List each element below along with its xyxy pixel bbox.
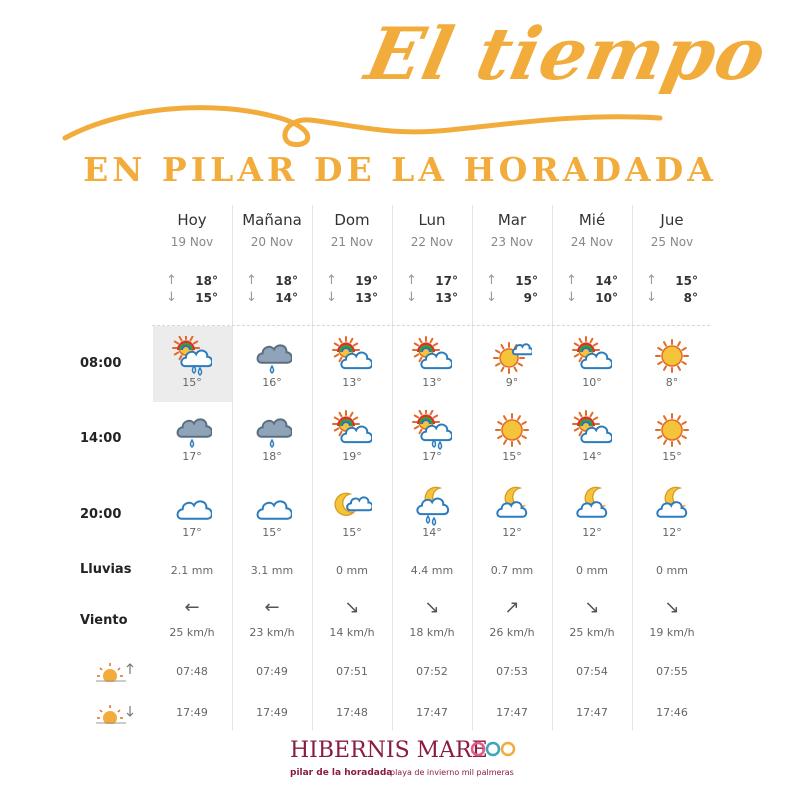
- wind-cell: [232, 598, 312, 639]
- max-temp-arrow-icon: ↑: [326, 273, 337, 288]
- forecast-cell[interactable]: [392, 480, 472, 539]
- sunrise-time: 07:48: [176, 665, 208, 678]
- cloud-rain-icon: [252, 336, 292, 376]
- day-date: 20 Nov: [250, 235, 294, 249]
- moon-cloud-rain-icon: [412, 486, 452, 526]
- cloud-icon: [172, 486, 212, 526]
- day-column-jue[interactable]: [632, 210, 712, 306]
- sunset-time: 17:49: [256, 706, 288, 719]
- rain-value: 3.1 mm: [250, 564, 294, 577]
- hour-temp: 17°: [182, 526, 202, 539]
- max-temp: 17°: [435, 273, 458, 288]
- max-temp: 18°: [195, 273, 218, 288]
- sun-icon: [652, 410, 692, 450]
- hour-temp: 13°: [422, 376, 442, 389]
- wind-direction-icon: ↗: [504, 597, 520, 618]
- sunrise-time: 07:53: [496, 665, 528, 678]
- max-temp-arrow-icon: ↑: [246, 273, 257, 288]
- hour-temp: 15°: [262, 526, 282, 539]
- rain-cell: [232, 564, 312, 577]
- sunrise-cell: [232, 665, 312, 678]
- sunrise-cell: [472, 665, 552, 678]
- sun-small-cloud-icon: [492, 336, 532, 376]
- forecast-cell[interactable]: [632, 330, 712, 389]
- hour-temp: 18°: [262, 450, 282, 463]
- min-temp: 9°: [523, 290, 538, 305]
- cloud-rain-icon: [172, 410, 212, 450]
- min-temp: 8°: [683, 290, 698, 305]
- max-temp: 15°: [675, 273, 698, 288]
- day-date: 21 Nov: [330, 235, 374, 249]
- wind-speed: 23 km/h: [249, 626, 295, 639]
- min-temp-arrow-icon: ↓: [646, 290, 657, 305]
- sunset-cell: [632, 706, 712, 719]
- sunset-cell: [392, 706, 472, 719]
- hour-temp: 19°: [342, 450, 362, 463]
- rain-cell: [392, 564, 472, 577]
- forecast-cell[interactable]: [152, 480, 232, 539]
- hour-temp: 13°: [342, 376, 362, 389]
- logo-swirl-icon: [470, 740, 516, 758]
- forecast-cell[interactable]: [232, 404, 312, 463]
- rain-value: 0 mm: [336, 564, 368, 577]
- day-date: 23 Nov: [490, 235, 534, 249]
- day-name: Jue: [660, 211, 684, 229]
- rain-cell: [632, 564, 712, 577]
- rain-value: 4.4 mm: [410, 564, 454, 577]
- sunset-time: 17:47: [496, 706, 528, 719]
- forecast-cell[interactable]: [552, 330, 632, 389]
- rain-cell: [472, 564, 552, 577]
- sunset-cell: [472, 706, 552, 719]
- min-temp: 13°: [435, 290, 458, 305]
- day-column-mar[interactable]: [472, 210, 552, 306]
- sunrise-icon: [96, 660, 136, 682]
- day-column-mie[interactable]: [552, 210, 632, 306]
- moon-small-cloud-icon: [492, 486, 532, 526]
- hour-temp: 10°: [582, 376, 602, 389]
- forecast-cell[interactable]: [552, 404, 632, 463]
- hour-temp: 14°: [582, 450, 602, 463]
- day-name: Mar: [497, 211, 527, 229]
- sun-icon: [652, 336, 692, 376]
- sunset-time: 17:46: [656, 706, 688, 719]
- forecast-cell[interactable]: [472, 480, 552, 539]
- min-temp: 14°: [275, 290, 298, 305]
- sun-cloud-icon: [412, 336, 452, 376]
- row-label-1400: 14:00: [80, 431, 122, 446]
- day-column-manana[interactable]: [232, 210, 312, 306]
- forecast-cell[interactable]: [152, 330, 232, 389]
- hour-temp: 12°: [502, 526, 522, 539]
- day-date: 25 Nov: [650, 235, 694, 249]
- rain-value: 0 mm: [576, 564, 608, 577]
- min-temp: 13°: [355, 290, 378, 305]
- max-temp-arrow-icon: ↑: [566, 273, 577, 288]
- hour-temp: 16°: [262, 376, 282, 389]
- sunrise-time: 07:54: [576, 665, 608, 678]
- max-temp-arrow-icon: ↑: [486, 273, 497, 288]
- page-subtitle: EN PILAR DE LA HORADADA: [83, 150, 717, 189]
- day-name: Lun: [418, 211, 446, 229]
- rain-value: 0.7 mm: [490, 564, 534, 577]
- hour-temp: 15°: [662, 450, 682, 463]
- row-label-wind: Viento: [80, 613, 128, 628]
- max-temp-arrow-icon: ↑: [646, 273, 657, 288]
- max-temp-arrow-icon: ↑: [406, 273, 417, 288]
- rain-value: 2.1 mm: [170, 564, 214, 577]
- sunrise-time: 07:55: [656, 665, 688, 678]
- logo-name: HIBERNIS MARE: [290, 738, 488, 763]
- sunrise-time: 07:52: [416, 665, 448, 678]
- wind-speed: 19 km/h: [649, 626, 695, 639]
- min-temp: 10°: [595, 290, 618, 305]
- wind-cell: [632, 598, 712, 639]
- row-label-0800: 08:00: [80, 356, 122, 371]
- forecast-cell[interactable]: [392, 404, 472, 463]
- day-column-hoy[interactable]: [152, 210, 232, 306]
- day-name: Mié: [578, 211, 606, 229]
- wind-direction-icon: ↘: [584, 597, 600, 618]
- sunset-cell: [232, 706, 312, 719]
- min-temp-arrow-icon: ↓: [166, 290, 177, 305]
- min-temp-arrow-icon: ↓: [406, 290, 417, 305]
- forecast-cell[interactable]: [232, 330, 312, 389]
- min-temp-arrow-icon: ↓: [246, 290, 257, 305]
- wind-direction-icon: ↘: [424, 597, 440, 618]
- max-temp: 15°: [515, 273, 538, 288]
- sun-cloud-icon: [572, 336, 612, 376]
- max-temp-arrow-icon: ↑: [166, 273, 177, 288]
- sun-cloud-rain-icon: [412, 410, 452, 450]
- cloud-icon: [252, 486, 292, 526]
- sunset-time: 17:47: [576, 706, 608, 719]
- sunset-icon: [96, 702, 136, 724]
- wind-speed: 18 km/h: [409, 626, 455, 639]
- forecast-cell[interactable]: [472, 404, 552, 463]
- sunset-time: 17:49: [176, 706, 208, 719]
- forecast-cell[interactable]: [632, 404, 712, 463]
- wind-cell: [472, 598, 552, 639]
- day-date: 22 Nov: [410, 235, 454, 249]
- hour-temp: 17°: [182, 450, 202, 463]
- brand-logo: [290, 738, 540, 788]
- day-date: 19 Nov: [170, 235, 214, 249]
- section-divider: [152, 325, 710, 326]
- sunrise-cell: [392, 665, 472, 678]
- sunrise-time: 07:51: [336, 665, 368, 678]
- sun-cloud-rain-icon: [172, 336, 212, 376]
- hour-temp: 8°: [665, 376, 679, 389]
- rain-value: 0 mm: [656, 564, 688, 577]
- wind-direction-icon: ↘: [664, 597, 680, 618]
- max-temp: 18°: [275, 273, 298, 288]
- sunrise-cell: [152, 665, 232, 678]
- wind-cell: [552, 598, 632, 639]
- min-temp-arrow-icon: ↓: [326, 290, 337, 305]
- sun-icon: [492, 410, 532, 450]
- forecast-cell[interactable]: [472, 330, 552, 389]
- wind-direction-icon: ←: [184, 597, 200, 618]
- moon-small-cloud-icon: [652, 486, 692, 526]
- sunrise-cell: [312, 665, 392, 678]
- rain-cell: [312, 564, 392, 577]
- forecast-cell[interactable]: [312, 404, 392, 463]
- row-label-2000: 20:00: [80, 507, 122, 522]
- day-name: Hoy: [177, 211, 207, 229]
- day-column-dom[interactable]: [312, 210, 392, 306]
- sunset-cell: [312, 706, 392, 719]
- forecast-cell[interactable]: [312, 330, 392, 389]
- wind-speed: 25 km/h: [169, 626, 215, 639]
- day-column-lun[interactable]: [392, 210, 472, 306]
- wind-speed: 25 km/h: [569, 626, 615, 639]
- forecast-cell[interactable]: [152, 404, 232, 463]
- forecast-cell[interactable]: [312, 480, 392, 539]
- hour-temp: 12°: [662, 526, 682, 539]
- sunset-time: 17:47: [416, 706, 448, 719]
- forecast-cell[interactable]: [392, 330, 472, 389]
- sun-cloud-icon: [332, 410, 372, 450]
- sunset-cell: [152, 706, 232, 719]
- hour-temp: 15°: [182, 376, 202, 389]
- row-label-rain: Lluvias: [80, 562, 132, 577]
- sunrise-cell: [552, 665, 632, 678]
- hour-temp: 17°: [422, 450, 442, 463]
- hour-temp: 12°: [582, 526, 602, 539]
- min-temp-arrow-icon: ↓: [566, 290, 577, 305]
- day-name: Mañana: [242, 211, 302, 229]
- day-name: Dom: [334, 211, 370, 229]
- wind-cell: [392, 598, 472, 639]
- rain-cell: [152, 564, 232, 577]
- hour-temp: 15°: [342, 526, 362, 539]
- hour-temp: 9°: [505, 376, 519, 389]
- wind-direction-icon: ↘: [344, 597, 360, 618]
- sun-cloud-icon: [572, 410, 612, 450]
- wind-cell: [152, 598, 232, 639]
- logo-tagline-secondary: playa de invierno mil palmeras: [390, 768, 514, 777]
- forecast-cell[interactable]: [552, 480, 632, 539]
- min-temp: 15°: [195, 290, 218, 305]
- max-temp: 14°: [595, 273, 618, 288]
- logo-tagline: pilar de la horadada: [290, 768, 393, 778]
- sun-cloud-icon: [332, 336, 372, 376]
- sunrise-time: 07:49: [256, 665, 288, 678]
- min-temp-arrow-icon: ↓: [486, 290, 497, 305]
- hour-temp: 14°: [422, 526, 442, 539]
- forecast-cell[interactable]: [232, 480, 312, 539]
- wind-speed: 26 km/h: [489, 626, 535, 639]
- forecast-cell[interactable]: [632, 480, 712, 539]
- max-temp: 19°: [355, 273, 378, 288]
- hour-temp: 15°: [502, 450, 522, 463]
- wind-speed: 14 km/h: [329, 626, 375, 639]
- sunrise-cell: [632, 665, 712, 678]
- moon-small-cloud-icon: [572, 486, 612, 526]
- sunset-time: 17:48: [336, 706, 368, 719]
- page-title: El tiempo: [359, 11, 775, 96]
- cloud-rain-icon: [252, 410, 292, 450]
- wind-cell: [312, 598, 392, 639]
- rain-cell: [552, 564, 632, 577]
- sunset-cell: [552, 706, 632, 719]
- wind-direction-icon: ←: [264, 597, 280, 618]
- day-date: 24 Nov: [570, 235, 614, 249]
- moon-cloud-icon: [332, 486, 372, 526]
